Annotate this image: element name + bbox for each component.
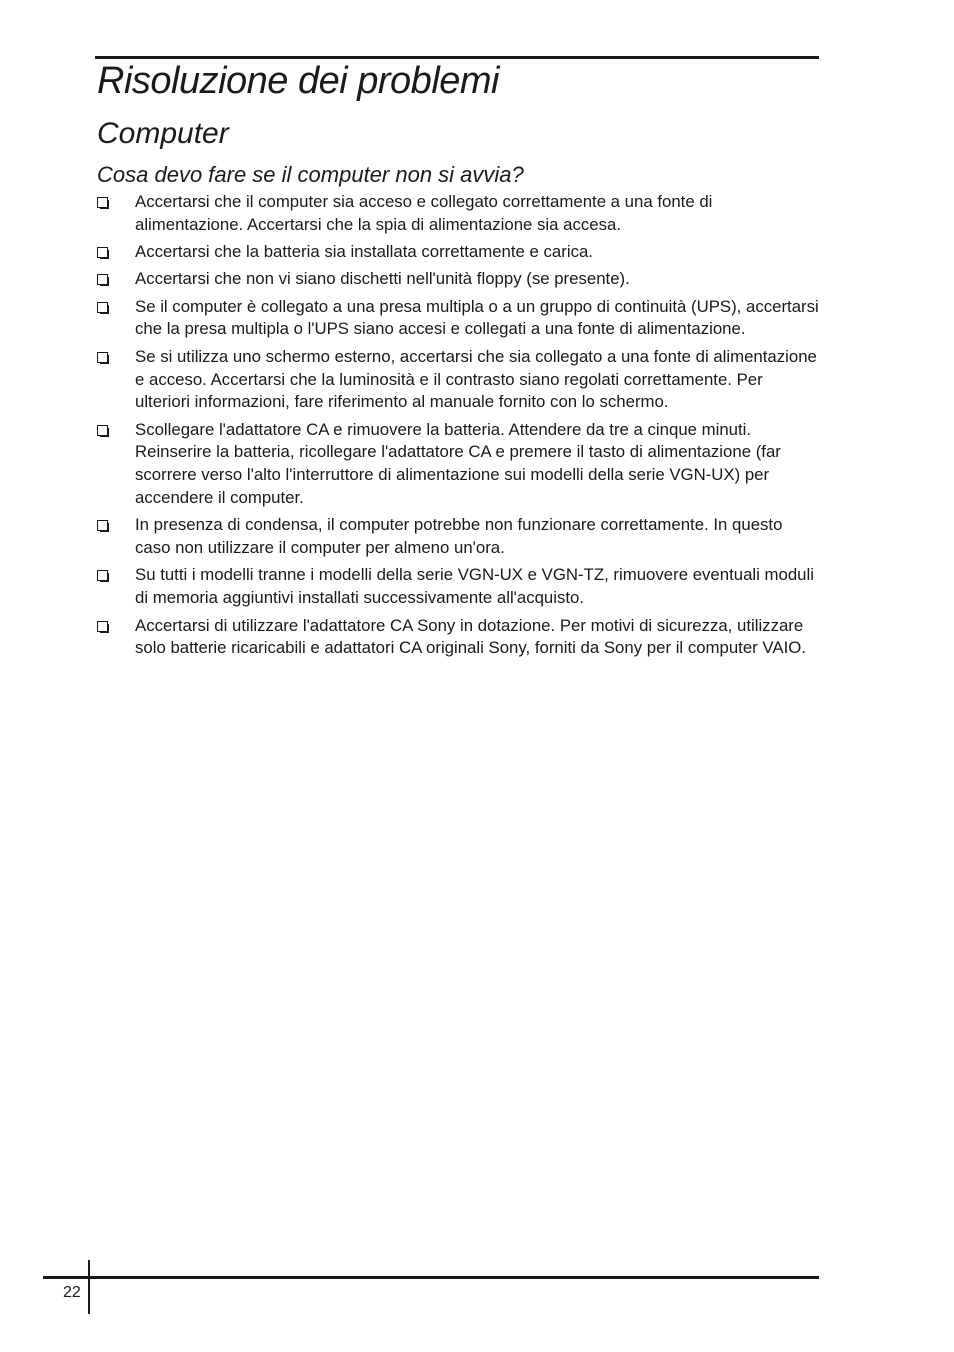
list-item	[96, 419, 821, 510]
list-item-text: Accertarsi che non vi siano dischetti nell'unità floppy (se presente).	[135, 269, 630, 289]
footer-divider	[88, 1260, 90, 1314]
troubleshooting-list	[96, 191, 821, 665]
list-item-text: In presenza di condensa, il computer potrebbe non funzionare correttamente. In questo caso non utilizzare il computer per almeno un'ora.	[135, 515, 783, 558]
list-item	[96, 191, 821, 237]
list-item-text: Se il computer è collegato a una presa multipla o a un gruppo di continuità (UPS), accertarsi che la presa multipla o l'UPS siano accesi e collegati a una fonte di alimentazione.	[135, 296, 819, 339]
checkbox-icon	[97, 621, 108, 632]
checkbox-icon	[97, 247, 108, 258]
list-item	[96, 564, 821, 610]
list-item	[96, 296, 821, 342]
list-item	[96, 615, 821, 661]
checkbox-icon	[97, 197, 108, 208]
list-item	[96, 268, 821, 291]
list-item-text: Scollegare l'adattatore CA e rimuovere la batteria. Attendere da tre a cinque minuti. Reinserire la batteria, ricollegare l'adattatore CA e premere il tasto di alimentazione (far scorrere verso l'alto l'interruttore di alimentazione sui modelli della serie VGN-UX) per accendere il computer.	[135, 419, 781, 508]
question-heading: Cosa devo fare se il computer non si avvia?	[97, 162, 524, 187]
list-item-text: Accertarsi che la batteria sia installata correttamente e carica.	[135, 242, 593, 262]
list-item-text: Su tutti i modelli tranne i modelli della serie VGN-UX e VGN-TZ, rimuovere eventuali moduli di memoria aggiuntivi installati successivamente all'acquisto.	[135, 565, 814, 608]
checkbox-icon	[97, 274, 108, 285]
section-title: Computer	[97, 117, 229, 150]
checkbox-icon	[97, 570, 108, 581]
footer-rule	[43, 1276, 819, 1279]
list-item-text: Accertarsi che il computer sia acceso e collegato correttamente a una fonte di alimentazione. Accertarsi che la spia di alimentazione sia accesa.	[135, 192, 713, 234]
list-item-text: Se si utilizza uno schermo esterno, accertarsi che sia collegato a una fonte di alimentazione e acceso. Accertarsi che la luminosità e il contrasto siano regolati correttamente. Per ulteriori informazioni, fare riferimento al manuale fornito con lo schermo.	[135, 346, 817, 412]
list-item	[96, 346, 821, 414]
list-item	[96, 514, 821, 560]
checkbox-icon	[97, 425, 108, 436]
list-item	[96, 241, 821, 264]
page-title: Risoluzione dei problemi	[97, 60, 499, 102]
checkbox-icon	[97, 520, 108, 531]
page-number: 22	[63, 1284, 81, 1301]
checkbox-icon	[97, 352, 108, 363]
list-item-text: Accertarsi di utilizzare l'adattatore CA Sony in dotazione. Per motivi di sicurezza, utilizzare solo batterie ricaricabili e adattatori CA originali Sony, forniti da Sony per il computer VAIO.	[135, 615, 806, 658]
checkbox-icon	[97, 302, 108, 313]
